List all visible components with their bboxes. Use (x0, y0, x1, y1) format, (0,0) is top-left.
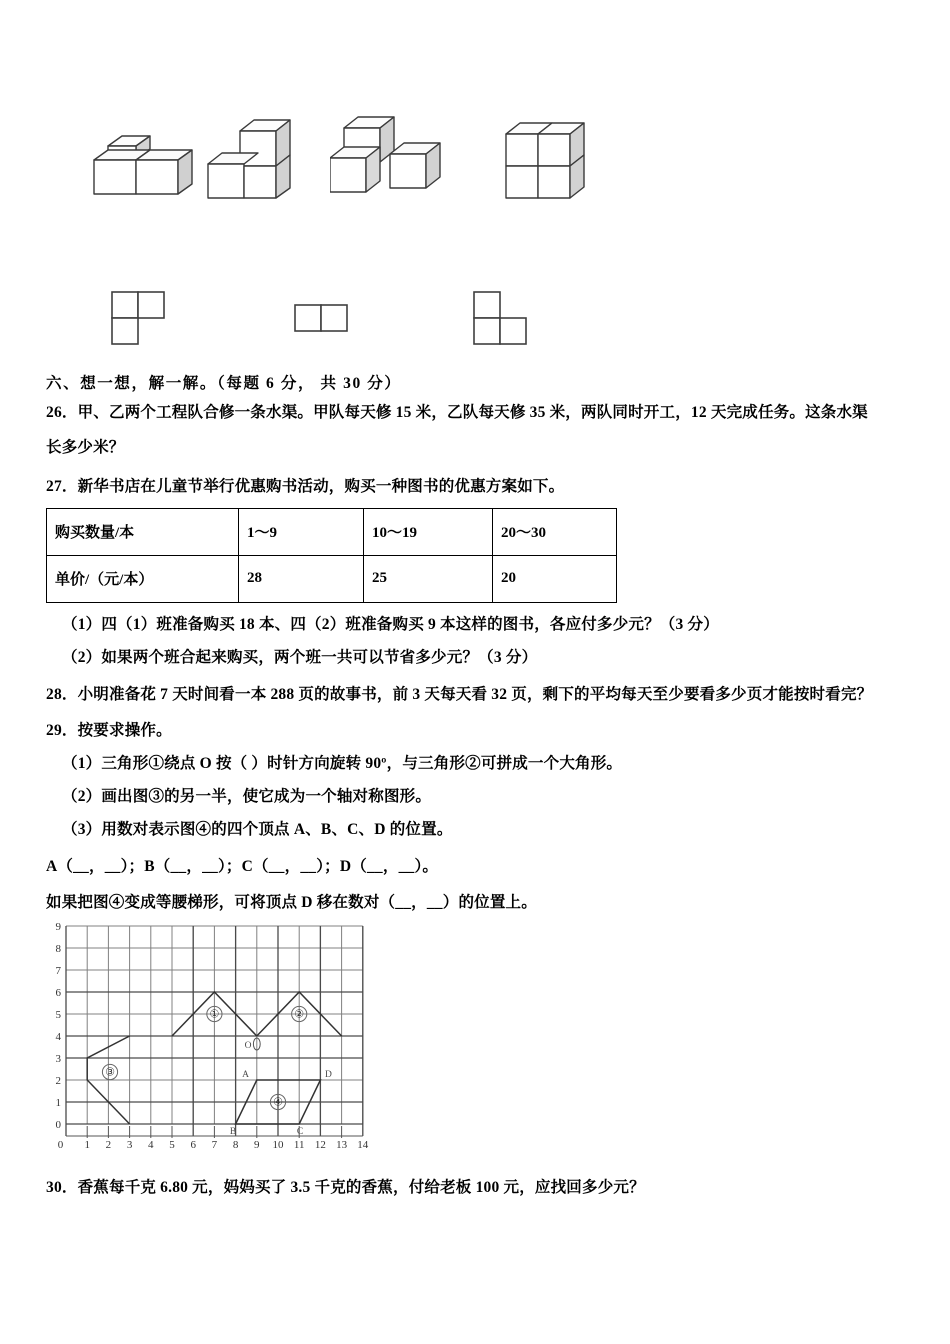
question-29-sub-1: （1）三角形①绕点 O 按（ ）时针方向旋转 90º，与三角形②可拼成一个大角形。 (62, 755, 623, 773)
question-29-sub-3: （3）用数对表示图④的四个顶点 A、B、C、D 的位置。 (62, 821, 453, 839)
coordinate-grid-svg (44, 914, 384, 1154)
axis-ticks (66, 1126, 363, 1138)
section-heading: 六、想一想，解一解。（每题 6 分， 共 30 分） (46, 375, 402, 392)
shape-3-label: ③ (105, 1066, 115, 1079)
table-cell: 25 (364, 555, 493, 602)
x-tick-12: 12 (314, 1139, 326, 1151)
shape-1-label: ① (209, 1008, 220, 1021)
y-tick-5: 5 (55, 1009, 61, 1021)
solid-4-figure (500, 112, 610, 208)
flat-2-figure (293, 303, 353, 335)
x-tick-6: 6 (190, 1139, 196, 1151)
question-29-answer-line: A（__，__）；B（__，__）；C（__，__）；D（__，__）。 (46, 857, 439, 875)
flat-3-figure (472, 290, 532, 348)
y-tick-3: 3 (55, 1053, 61, 1065)
point-label-d: D (325, 1070, 332, 1080)
point-label-c: C (296, 1127, 304, 1137)
question-26-line-1: 26．甲、乙两个工程队合修一条水渠。甲队每天修 15 米，乙队每天修 35 米，两队同时开工，12 天完成任务。这条水渠 (46, 404, 868, 422)
x-tick-3: 3 (126, 1139, 133, 1151)
flat-1-figure (110, 290, 170, 348)
question-content (46, 374, 926, 913)
question-27-sub-2: （2）如果两个班合起来购买，两个班一共可以节省多少元？（3 分） (62, 648, 538, 666)
question-28: 28．小明准备花 7 天时间看一本 288 页的故事书，前 3 天每天看 32 页，剩下的平均每天至少要看多少页才能按时看完？ (46, 685, 873, 703)
x-tick-14: 14 (357, 1139, 369, 1151)
grid-lines (66, 926, 363, 1124)
x-tick-5: 5 (169, 1139, 175, 1151)
question-26-line-2: 长多少米？ (46, 439, 125, 457)
x-tick-10: 10 (272, 1139, 284, 1151)
flat-shapes-row (0, 280, 950, 350)
question-29-extra-line: 如果把图④变成等腰梯形，可将顶点 D 移在数对（__，__）的位置上。 (46, 893, 537, 911)
table-row-header: 单价/（元/本） (47, 555, 239, 602)
y-tick-8: 8 (55, 943, 61, 955)
x-tick-8: 8 (232, 1139, 239, 1151)
solid-1-figure (76, 116, 206, 206)
point-label-o: O (244, 1041, 252, 1051)
table-row (47, 508, 617, 555)
point-label-b: B (229, 1127, 237, 1137)
question-27-sub-1: （1）四（1）班准备购买 18 本、四（2）班准备购买 9 本这样的图书，各应付多少元？（3 分） (62, 615, 719, 633)
price-table (46, 508, 617, 603)
shape-4-label: ④ (273, 1096, 283, 1109)
x-tick-2: 2 (105, 1139, 112, 1151)
x-tick-1: 1 (84, 1139, 90, 1151)
y-tick-6: 6 (55, 987, 61, 999)
coordinate-grid-figure (44, 914, 384, 1154)
y-tick-1: 1 (55, 1097, 61, 1109)
table-row-header: 购买数量/本 (47, 508, 239, 555)
x-tick-9: 9 (254, 1139, 260, 1151)
y-tick-4: 4 (55, 1031, 61, 1043)
cube-solids-row (0, 96, 950, 216)
table-cell: 10～19 (364, 508, 493, 555)
shape-2-label: ② (294, 1008, 305, 1021)
point-label-a: A (242, 1070, 249, 1080)
x-tick-11: 11 (293, 1139, 305, 1151)
y-tick-0: 0 (55, 1119, 61, 1131)
question-29-stem: 29．按要求操作。 (46, 721, 172, 739)
y-tick-9: 9 (55, 921, 61, 933)
question-30: 30．香蕉每千克 6.80 元，妈妈买了 3.5 千克的香蕉，付给老板 100 元，应找回多少元？ (46, 1179, 645, 1196)
table-cell: 1～9 (239, 508, 364, 555)
table-cell: 20 (493, 555, 617, 602)
x-tick-13: 13 (336, 1139, 348, 1151)
y-tick-2: 2 (55, 1075, 61, 1087)
table-cell: 20～30 (493, 508, 617, 555)
question-29-sub-2: （2）画出图③的另一半，使它成为一个轴对称图形。 (62, 788, 432, 806)
question-27-stem: 27．新华书店在儿童节举行优惠购书活动，购买一种图书的优惠方案如下。 (46, 478, 565, 496)
table-cell: 28 (239, 555, 364, 602)
table-row (47, 555, 617, 602)
x-tick-4: 4 (148, 1139, 154, 1151)
x-tick-0: 0 (57, 1139, 64, 1151)
solid-3-figure (330, 106, 460, 206)
solid-2-figure (196, 106, 316, 206)
x-tick-7: 7 (211, 1139, 218, 1151)
y-tick-7: 7 (55, 965, 61, 977)
